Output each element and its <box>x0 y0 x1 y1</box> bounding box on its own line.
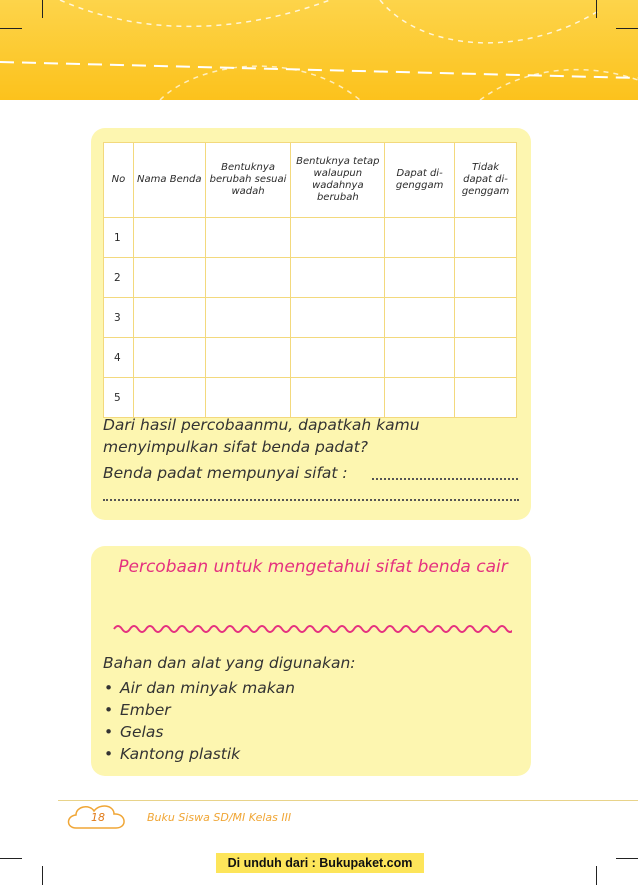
observation-table <box>103 142 517 418</box>
header-tetap: Bentuknya tetap walaupun wadahnya berubah <box>291 143 385 218</box>
section-title: Percobaan untuk mengetahui sifat benda cair <box>118 557 508 577</box>
table-row <box>104 258 517 298</box>
table-cell[interactable] <box>385 338 455 378</box>
table-cell[interactable] <box>455 298 517 338</box>
table-cell[interactable] <box>385 218 455 258</box>
crop-mark <box>596 0 597 18</box>
table-cell[interactable] <box>455 258 517 298</box>
table-cell[interactable] <box>133 258 205 298</box>
table-cell[interactable] <box>455 378 517 418</box>
header-tidak-dapat-digenggam: Tidak dapat di-genggam <box>455 143 517 218</box>
table-cell[interactable] <box>205 298 291 338</box>
wave-divider <box>112 622 512 636</box>
crop-mark <box>0 28 22 29</box>
answer-line[interactable] <box>372 478 518 480</box>
row-number: 4 <box>104 338 134 378</box>
header-decoration <box>0 0 638 100</box>
table-cell[interactable] <box>291 338 385 378</box>
header-berubah: Bentuknya berubah sesuai wadah <box>205 143 291 218</box>
table-cell[interactable] <box>385 258 455 298</box>
page-number: 18 <box>91 811 105 824</box>
crop-mark <box>616 28 638 29</box>
header-dapat-digenggam: Dapat di-genggam <box>385 143 455 218</box>
crop-mark <box>42 866 43 885</box>
footer-separator <box>58 800 638 801</box>
table-cell[interactable] <box>291 258 385 298</box>
table-header-row <box>104 143 517 218</box>
table-cell[interactable] <box>133 338 205 378</box>
table-cell[interactable] <box>205 258 291 298</box>
table-cell[interactable] <box>455 218 517 258</box>
table-cell[interactable] <box>385 378 455 418</box>
table-cell[interactable] <box>133 378 205 418</box>
table-cell[interactable] <box>205 378 291 418</box>
row-number: 5 <box>104 378 134 418</box>
table-row <box>104 298 517 338</box>
materials-intro: Bahan dan alat yang digunakan: <box>103 654 356 672</box>
row-number: 3 <box>104 298 134 338</box>
table-row <box>104 378 517 418</box>
table-cell[interactable] <box>385 298 455 338</box>
question-line-1: Dari hasil percobaanmu, dapatkah kamu <box>103 416 420 434</box>
book-title: Buku Siswa SD/MI Kelas III <box>147 811 292 824</box>
materials-list <box>104 677 295 765</box>
table-row <box>104 218 517 258</box>
row-number: 1 <box>104 218 134 258</box>
source-banner: Di unduh dari : Bukupaket.com <box>216 853 424 873</box>
crop-mark <box>596 866 597 885</box>
table-cell[interactable] <box>133 298 205 338</box>
header-nama-benda: Nama Benda <box>133 143 205 218</box>
row-number: 2 <box>104 258 134 298</box>
table-row <box>104 338 517 378</box>
table-cell[interactable] <box>205 338 291 378</box>
table-cell[interactable] <box>291 378 385 418</box>
answer-line[interactable] <box>103 499 519 501</box>
list-item: • Kantong plastik <box>104 745 241 763</box>
list-item: • Air dan minyak makan <box>104 679 295 697</box>
table-cell[interactable] <box>455 338 517 378</box>
table-cell[interactable] <box>291 298 385 338</box>
answer-prompt: Benda padat mempunyai sifat : <box>103 464 348 482</box>
list-item: • Ember <box>104 701 171 719</box>
table-cell[interactable] <box>291 218 385 258</box>
crop-mark <box>0 858 22 859</box>
crop-mark <box>42 0 43 18</box>
table-cell[interactable] <box>205 218 291 258</box>
crop-mark <box>616 858 638 859</box>
table-cell[interactable] <box>133 218 205 258</box>
header-band <box>0 0 638 100</box>
list-item: • Gelas <box>104 723 164 741</box>
question-line-2: menyimpulkan sifat benda padat? <box>103 438 369 456</box>
header-no: No <box>104 143 134 218</box>
